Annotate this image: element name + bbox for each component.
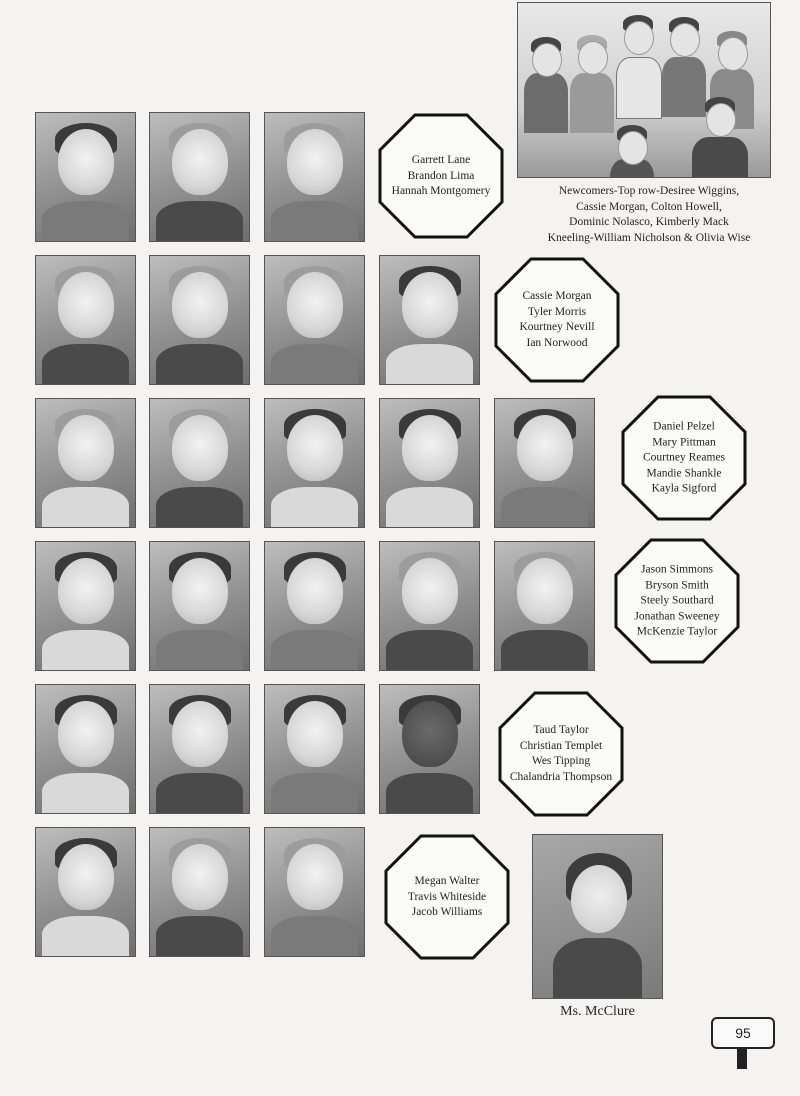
student-photo <box>149 827 250 957</box>
student-name: Bryson Smith <box>645 578 709 591</box>
caption-line: Dominic Nolasco, Kimberly Mack <box>569 216 729 228</box>
student-photo <box>264 827 365 957</box>
student-photo <box>264 541 365 671</box>
student-photo <box>35 827 136 957</box>
caption-line: Newcomers-Top row-Desiree Wiggins, <box>558 185 740 197</box>
student-photo <box>149 255 250 385</box>
student-photo <box>494 541 595 671</box>
page-tab-stem <box>737 1047 747 1069</box>
student-photo <box>379 255 480 385</box>
student-name: McKenzie Taylor <box>636 625 718 638</box>
student-photo <box>35 255 136 385</box>
student-name: Megan Walter <box>414 874 480 887</box>
student-name: Garrett Lane <box>411 153 471 166</box>
student-photo <box>149 684 250 814</box>
name-octagon <box>494 257 620 383</box>
student-photo <box>264 112 365 242</box>
name-octagon <box>614 538 740 664</box>
student-photo <box>264 255 365 385</box>
student-name: Tyler Morris <box>527 305 587 318</box>
name-octagon <box>498 691 624 817</box>
student-name: Mandie Shankle <box>646 466 722 479</box>
newcomers-caption <box>528 184 770 246</box>
student-name: Christian Templet <box>519 739 603 752</box>
student-name: Daniel Pelzel <box>653 420 715 433</box>
student-name: Courtney Reames <box>642 451 726 464</box>
student-photo <box>149 398 250 528</box>
student-photo <box>264 398 365 528</box>
student-photo <box>149 112 250 242</box>
student-name: Kourtney Nevill <box>519 321 595 333</box>
student-name: Travis Whiteside <box>407 890 487 903</box>
student-photo <box>35 684 136 814</box>
student-name: Mary Pittman <box>652 435 716 448</box>
student-photo <box>35 112 136 242</box>
student-name: Taud Taylor <box>533 724 589 736</box>
student-photo <box>35 398 136 528</box>
name-octagon <box>621 395 747 521</box>
student-photo <box>35 541 136 671</box>
page-number: 95 <box>711 1017 775 1049</box>
teacher-photo <box>532 834 663 999</box>
student-name: Chalandria Thompson <box>509 770 613 783</box>
newcomers-group-photo <box>517 2 771 178</box>
student-name: Jason Simmons <box>641 563 713 576</box>
student-photo <box>379 541 480 671</box>
student-photo <box>379 684 480 814</box>
student-photo <box>264 684 365 814</box>
name-octagon <box>378 113 504 239</box>
student-name: Hannah Montgomery <box>391 184 491 197</box>
student-name: Jonathan Sweeney <box>634 609 720 622</box>
student-photo <box>149 541 250 671</box>
teacher-name: Ms. McClure <box>560 1004 635 1019</box>
name-octagon <box>384 834 510 960</box>
student-photo <box>494 398 595 528</box>
student-name: Wes Tipping <box>531 755 591 767</box>
caption-line: Cassie Morgan, Colton Howell, <box>576 200 722 213</box>
student-name: Ian Norwood <box>526 336 588 349</box>
student-photo <box>379 398 480 528</box>
student-name: Steely Southard <box>640 594 714 607</box>
page-number-tab <box>711 1017 773 1047</box>
student-name: Cassie Morgan <box>522 290 592 302</box>
student-name: Brandon Lima <box>407 169 475 182</box>
caption-line: Kneeling-William Nicholson & Olivia Wise <box>547 231 751 244</box>
student-name: Jacob Williams <box>411 905 483 918</box>
student-name: Kayla Sigford <box>651 482 717 495</box>
